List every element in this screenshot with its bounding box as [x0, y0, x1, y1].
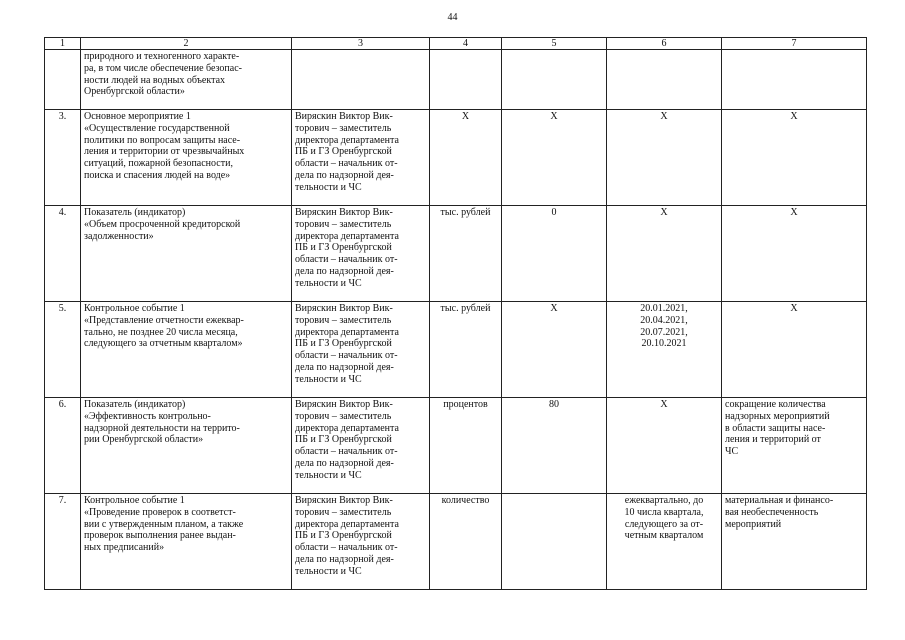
activity-name: Показатель (индикатор) «Эффективность контрольно- надзорной деятельности на террито- рии Оренбургской области» — [81, 398, 292, 494]
col-header-5: 5 — [502, 38, 607, 50]
responsible: Виряскин Виктор Вик- торович – заместитель директора департамента ПБ и ГЗ Оренбургской области – начальник от- дела по надзорной дея- тельности и ЧС — [292, 494, 430, 590]
deadline: Х — [607, 206, 722, 302]
value — [502, 50, 607, 110]
activity-name: Контрольное событие 1 «Представление отчетности ежеквар- тально, не позднее 20 числа месяца, следующего за отчетным кварталом» — [81, 302, 292, 398]
responsible: Виряскин Виктор Вик- торович – заместитель директора департамента ПБ и ГЗ Оренбургской области – начальник от- дела по надзорной дея- тельности и ЧС — [292, 302, 430, 398]
note: сокращение количества надзорных мероприятий в области защиты насе- ления и территорий от ЧС — [722, 398, 867, 494]
table-row — [45, 302, 867, 398]
value: 0 — [502, 206, 607, 302]
note: Х — [722, 302, 867, 398]
note: Х — [722, 206, 867, 302]
unit — [430, 50, 502, 110]
row-number — [45, 50, 81, 110]
col-header-2: 2 — [81, 38, 292, 50]
note: Х — [722, 110, 867, 206]
deadline: Х — [607, 398, 722, 494]
row-number: 4. — [45, 206, 81, 302]
table-row — [45, 398, 867, 494]
activity-name: Основное мероприятие 1 «Осуществление государственной политики по вопросам защиты насе- ления и территории от чрезвычайных ситуаций, пожарной безопасности, поиска и спасения людей на воде» — [81, 110, 292, 206]
table-row — [45, 110, 867, 206]
deadline: Х — [607, 110, 722, 206]
col-header-6: 6 — [607, 38, 722, 50]
page-number: 44 — [447, 12, 458, 23]
document-table — [44, 37, 867, 590]
unit: Х — [430, 110, 502, 206]
deadline — [607, 50, 722, 110]
row-number: 6. — [45, 398, 81, 494]
responsible: Виряскин Виктор Вик- торович – заместитель директора департамента ПБ и ГЗ Оренбургской области – начальник от- дела по надзорной дея- тельности и ЧС — [292, 398, 430, 494]
responsible — [292, 50, 430, 110]
deadline: ежеквартально, до 10 числа квартала, следующего за от- четным кварталом — [607, 494, 722, 590]
row-number: 5. — [45, 302, 81, 398]
row-number: 3. — [45, 110, 81, 206]
activity-name: Показатель (индикатор) «Объем просроченной кредиторской задолженности» — [81, 206, 292, 302]
header-row — [45, 38, 867, 50]
responsible: Виряскин Виктор Вик- торович – заместитель директора департамента ПБ и ГЗ Оренбургской области – начальник от- дела по надзорной дея- тельности и ЧС — [292, 206, 430, 302]
table-row — [45, 206, 867, 302]
table-row — [45, 494, 867, 590]
row-number: 7. — [45, 494, 81, 590]
unit: процентов — [430, 398, 502, 494]
unit: количество — [430, 494, 502, 590]
value — [502, 494, 607, 590]
value: 80 — [502, 398, 607, 494]
col-header-1: 1 — [45, 38, 81, 50]
unit: тыс. рублей — [430, 206, 502, 302]
value: Х — [502, 302, 607, 398]
activity-name: Контрольное событие 1 «Проведение проверок в соответст- вии с утвержденным планом, а также проверок выполнения ранее выдан- ных предписаний» — [81, 494, 292, 590]
table-row — [45, 50, 867, 110]
col-header-3: 3 — [292, 38, 430, 50]
responsible: Виряскин Виктор Вик- торович – заместитель директора департамента ПБ и ГЗ Оренбургской области – начальник от- дела по надзорной дея- тельности и ЧС — [292, 110, 430, 206]
note — [722, 50, 867, 110]
activity-name: природного и техногенного характе- ра, в том числе обеспечение безопас- ности людей на водных объектах Оренбургской области» — [81, 50, 292, 110]
unit: тыс. рублей — [430, 302, 502, 398]
col-header-7: 7 — [722, 38, 867, 50]
deadline: 20.01.2021, 20.04.2021, 20.07.2021, 20.10.2021 — [607, 302, 722, 398]
note: материальная и финансо- вая необеспеченность мероприятий — [722, 494, 867, 590]
col-header-4: 4 — [430, 38, 502, 50]
value: Х — [502, 110, 607, 206]
